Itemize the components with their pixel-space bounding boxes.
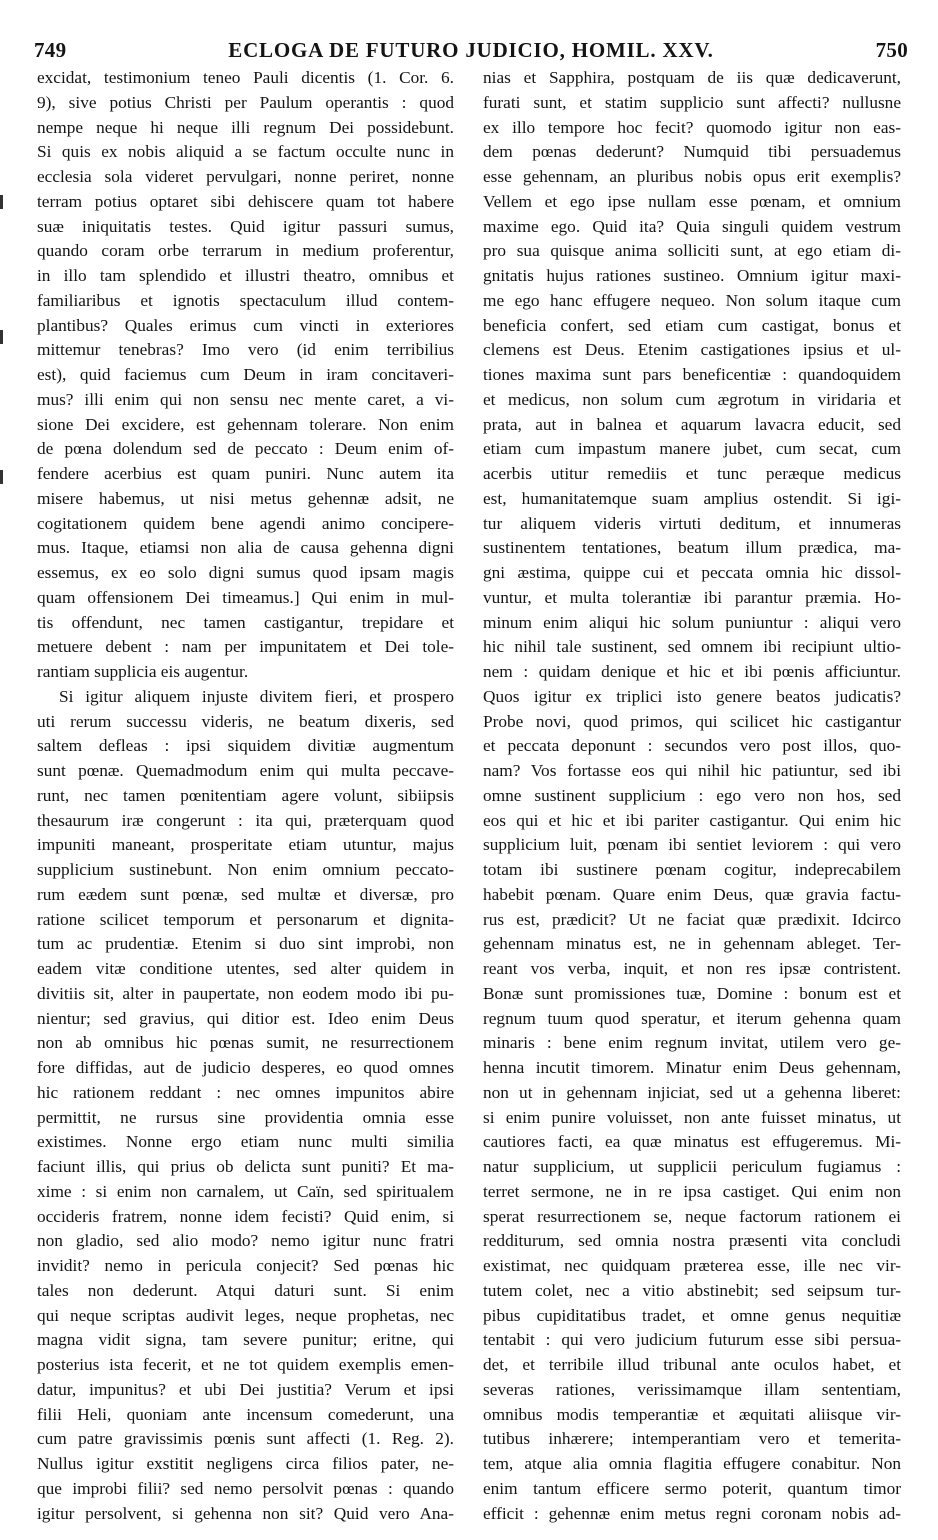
text-line: pro sua quisque anima solliciti sunt, at ego etiam di-: [483, 241, 901, 261]
text-line: filii Heli, quoniam ante incensum comederunt, una: [37, 1404, 454, 1424]
text-line: tis offendunt, nec tamen castigantur, trepidare et: [37, 612, 454, 632]
text-line: tales non dederunt. Atqui daturi sunt. Si enim: [37, 1280, 454, 1300]
text-line: Vellem et ego ipse nullam esse pœnam, et omnium: [483, 191, 901, 211]
text-line: omne sustinent supplicium : ego vero non hos, sed: [483, 785, 901, 805]
text-line: occideris fratrem, nonne idem fecisti? Quid enim, si: [37, 1206, 454, 1226]
text-line: Probe novi, quod primos, qui scilicet hic castigantur: [483, 711, 901, 731]
text-line: minum enim aliqui hic solum puniuntur : aliqui vero: [483, 612, 901, 632]
running-head: [34, 38, 908, 64]
text-line: rus est, prædicit? Ut ne faciat quæ prædixit. Idcirco: [483, 909, 901, 929]
text-line: prata, aut in balnea et aquarum lavacra educit, sed: [483, 414, 901, 434]
text-line: ratione scilicet temporum et personarum et dignita-: [37, 909, 454, 929]
text-line: nam? Vos fortasse eos qui nihil hic patiuntur, sed ibi: [483, 761, 901, 780]
text-line: acerbis utitur remediis et tunc peræque medicus: [483, 464, 901, 483]
text-line: minaris : bene enim regnum invitat, utilem vero ge-: [483, 1033, 901, 1053]
text-line: datur, impunitus? et ubi Dei justitia? Verum et ipsi: [37, 1379, 454, 1399]
text-line: severas rationes, verissimamque illam sententiam,: [483, 1379, 901, 1399]
text-line: natur supplicium, ut supplicii periculum fugiamus :: [483, 1157, 901, 1176]
text-line: de pœna dolendum sed de peccato : Deum enim of-: [37, 439, 454, 459]
text-line: quam offensionem Dei timeamus.] Qui enim in mul-: [37, 587, 454, 607]
text-line: sperat resurrectionem se, neque factorum rationem ei: [483, 1206, 901, 1226]
text-line: det, et terribile illud tribunal ante oculos habet, et: [483, 1355, 901, 1374]
text-line: xime : si enim non carnalem, ut Caïn, sed spiritualem: [37, 1181, 454, 1201]
text-line: Nullus igitur exstitit negligens circa filios pater, ne-: [37, 1454, 454, 1473]
text-line: metuere debent : nam per impunitatem et Dei tole-: [37, 637, 454, 657]
text-line: nias et Sapphira, postquam de iis quæ dedicaverunt,: [483, 68, 901, 87]
text-line: familiaribus et ignotis spectaculum illud contem-: [37, 290, 454, 310]
text-line: Si igitur aliquem injuste divitem fieri, et prospero: [59, 686, 454, 706]
text-line: existimat, nec quidquam præterea esse, ille nec vir-: [483, 1256, 901, 1275]
text-line: non gladio, sed alio modo? nemo igitur nunc fratri: [37, 1231, 454, 1251]
text-line: gnitatis hujus rationes sustineo. Omnium igitur maxi-: [483, 266, 901, 285]
text-line: clemens est Deus. Etenim castigationes ipsius et ul-: [483, 340, 901, 360]
text-line: est, humanitatemque suam amplius ostendit. Si igi-: [483, 488, 901, 508]
text-line: cum patre gravissimis pœnis sunt affecti (1. Reg. 2).: [37, 1429, 454, 1449]
margin-mark: [0, 470, 3, 484]
text-line: impuniti maneant, prosperitate etiam utuntur, majus: [37, 835, 454, 855]
text-line: dem pœnas dederunt? Numquid tibi persuademus: [483, 142, 901, 162]
text-line: supplicium luit, pœnam ibi sentiet leviorem : qui vero: [483, 835, 901, 855]
text-line: regnum tuum quod speratur, et iterum gehenna quam: [483, 1008, 901, 1028]
text-line: tutem colet, nec a vitio abstinebit; sed seipsum tur-: [483, 1280, 901, 1300]
text-line: eadem vitæ conditione utentes, sed alter quidem in: [37, 959, 454, 978]
text-line: in illo tam splendido et illustri theatro, omnibus et: [37, 266, 454, 285]
text-line: efficit : gehennæ enim metus regni coronam nobis ad-: [483, 1503, 901, 1523]
text-line: cogitationem quidem bene agendi animo conciperе-: [37, 513, 454, 533]
margin-mark: [0, 330, 3, 344]
text-line: magna vidit signa, tam severe punitur; eritne, qui: [37, 1330, 454, 1350]
text-line: excidat, testimonium teneo Pauli dicentis (1. Cor. 6.: [37, 68, 454, 87]
text-line: totam ibi sustinere pœnam cogitur, indeprecabilem: [483, 860, 901, 879]
text-line: pibus cupiditatibus tradet, et omne genus nequitiæ: [483, 1305, 901, 1325]
text-line: divitiis sit, alter in paupertate, non eodem modo ibi pu-: [37, 983, 454, 1003]
text-line: habebit pœnam. Quare enim Deus, quæ gravia factu-: [483, 884, 901, 904]
text-line: mus? illi enim qui non sensu nec mente caret, a vi-: [37, 389, 454, 409]
text-line: 9), sive potius Christi per Paulum operantis : quod: [37, 92, 454, 112]
text-line: essemus, ex eo solo digni sumus quod ipsam magis: [37, 563, 454, 582]
text-line: tur aliquem videris virtuti deditum, et innumeras: [483, 513, 901, 533]
text-line: faciunt illis, qui prius ob delicta sunt puniti? Et ma-: [37, 1157, 454, 1176]
text-line: tum ac prudentiæ. Etenim si duo sint improbi, non: [37, 934, 454, 954]
text-line: que improbi filii? sed nemo persolvit pœnas : quando: [37, 1478, 454, 1498]
text-line: tem, atque alia omnia flagitia effugere conabitur. Non: [483, 1454, 901, 1473]
text-line: si enim punire voluisset, non ante fuisset minatus, ut: [483, 1107, 901, 1127]
text-line: redditurum, sed omnia nostra præsenti vita concludi: [483, 1231, 901, 1251]
text-line: vuntur, et multa tolerantiæ ibi parantur præmia. Ho-: [483, 587, 901, 607]
text-line: saltem defleas : ipsi siquidem divitiæ augmentum: [37, 736, 454, 756]
text-line: hic rationem reddant : nec omnes impunitos abire: [37, 1082, 454, 1102]
page-number-right: 750: [875, 38, 908, 62]
text-line: et peccata deponunt : secundos vero post illos, quo-: [483, 736, 901, 756]
text-line: runt, nec tamen pœnitentiam agere volunt, sibiipsis: [37, 785, 454, 805]
text-line: et medicus, non solum cum ægrotum in viridaria et: [483, 389, 901, 409]
text-line: non ab omnibus hic pœnas sumit, ne resurrectionem: [37, 1033, 454, 1053]
text-line: hic nihil tale sustinent, sed omnem ibi recipiunt ultio-: [483, 637, 901, 657]
text-line: reant vos verba, inquit, et non res ipsæ contristent.: [483, 959, 901, 978]
text-line: sustinentem tentationes, beatum illum prædica, ma-: [483, 538, 901, 558]
text-line: est), quid faciemus cum Deum in iram concitaveri-: [37, 365, 454, 384]
text-line: qui neque scriptas audivit leges, neque prophetas, nec: [37, 1305, 454, 1325]
text-line: ex illo tempore hoc fecit? quomodo igitur non eas-: [483, 117, 901, 137]
text-line: sione Dei excidere, est gehennam tolerare. Non enim: [37, 414, 454, 434]
text-line: sunt pœnæ. Quemadmodum enim qui multa peccave-: [37, 761, 454, 780]
text-line: mus. Itaque, etiamsi non alia de causa gehenna digni: [37, 538, 454, 558]
text-line: omnibus modis temperantiæ et æquitati aliisque vir-: [483, 1404, 901, 1424]
text-line: gni æstima, quippe cui et peccata omnia hic dissol-: [483, 563, 901, 582]
text-line: thesaurum iræ congerunt : ita qui, præterquam quod: [37, 810, 454, 830]
text-line: gehennam minatus est, ne in gehennam ableget. Ter-: [483, 934, 901, 954]
text-line: invidit? nemo in pericula conjecit? Sed pœnas hic: [37, 1256, 454, 1275]
text-line: ecclesia sola videret pervulgari, nonne periret, nonne: [37, 167, 454, 186]
text-line: posterius ista fecerit, et ne tot quidem exemplis emen-: [37, 1355, 454, 1374]
page-number-left: 749: [34, 38, 67, 62]
text-line: igitur persolvent, si gehenna non sit? Quid vero Ana-: [37, 1503, 454, 1523]
text-line: henna incutit timorem. Minatur enim Deus gehennam,: [483, 1058, 901, 1077]
text-line: mittemur tenebras? Imo vero (id enim terribilius: [37, 340, 454, 360]
text-line: cautiores facti, ea quæ minatus est effugeremus. Mi-: [483, 1132, 901, 1152]
text-line: Quos igitur ex triplici isto genere beatos judicatis?: [483, 686, 901, 706]
text-line: furati sunt, et statim supplicio sunt affecti? nullusne: [483, 92, 901, 112]
left-text-column: [37, 66, 454, 1526]
text-line: terram potius optaret sibi dehiscere quam tot habere: [37, 191, 454, 211]
text-line: rantiam supplicia eis augentur.: [37, 662, 249, 681]
text-line: nientur; sed gravius, qui ditior est. Ideo enim Deus: [37, 1008, 454, 1028]
text-line: eos qui et hic et ibi pariter castigantur. Qui enim hic: [483, 810, 901, 830]
text-line: enim tantum efficere sermo poterit, quantum timor: [483, 1478, 901, 1498]
text-line: maxime ego. Quid ita? Quia singuli quidem vestrum: [483, 216, 901, 236]
text-line: plantibus? Quales erimus cum vincti in exteriores: [37, 315, 454, 335]
text-line: terret sermone, ne in re ipsa castiget. Qui enim non: [483, 1181, 901, 1201]
text-line: esse gehennam, an pluribus nobis opus erit exemplis?: [483, 167, 901, 186]
text-line: tentabit : qui vero judicium futurum esse sibi persua-: [483, 1330, 901, 1350]
text-line: supplicium sustinebunt. Non enim omnium peccato-: [37, 860, 454, 879]
text-line: tiones maxima sunt pars beneficentiæ : quandoquidem: [483, 365, 901, 384]
text-line: non ut in gehennam injiciat, sed ut a gehenna liberet:: [483, 1082, 901, 1102]
text-line: tutibus inhærere; intemperantiam vero et temerita-: [483, 1429, 901, 1449]
text-line: Si quis ex nobis aliquid a se factum occulte nunc in: [37, 142, 454, 162]
text-line: uti rerum successu videris, ne beatum dixeris, sed: [37, 711, 454, 731]
text-line: suæ iniquitatis testes. Quid igitur passuri sumus,: [37, 216, 454, 236]
margin-mark: [0, 195, 3, 209]
text-line: rum eædem sunt pœnæ, sed multæ et diversæ, pro: [37, 884, 454, 904]
text-line: etiam cum impastum manere jubet, cum secat, cum: [483, 439, 901, 459]
running-title: ECLOGA DE FUTURO JUDICIO, HOMIL. XXV.: [228, 38, 714, 62]
text-line: me ego hanc effugere nequeo. Non solum itaque cum: [483, 290, 901, 310]
text-line: fendere acerbius est quam puniri. Nunc autem ita: [37, 464, 454, 483]
text-line: existimes. Nonne ergo etiam nunc multi similia: [37, 1132, 454, 1152]
right-text-column: [483, 66, 901, 1526]
text-line: misere habemus, ut nisi metus gehennæ adsit, ne: [37, 488, 454, 508]
text-line: fore diffidas, aut de judicio desperes, eo quod omnes: [37, 1058, 454, 1077]
text-line: permittit, ne rursus sine providentia omnia esse: [37, 1107, 454, 1127]
text-line: beneficia confert, sed etiam cum castigat, bonus et: [483, 315, 901, 335]
text-line: nempe neque hi neque illi regnum Dei possidebunt.: [37, 117, 454, 137]
text-line: quando coram orbe terrarum in medium proferentur,: [37, 241, 454, 261]
text-line: Bonæ sunt promissiones tuæ, Domine : bonum est et: [483, 983, 901, 1003]
text-line: nem : quidam denique et hic et ibi pœnis afficiuntur.: [483, 662, 901, 681]
